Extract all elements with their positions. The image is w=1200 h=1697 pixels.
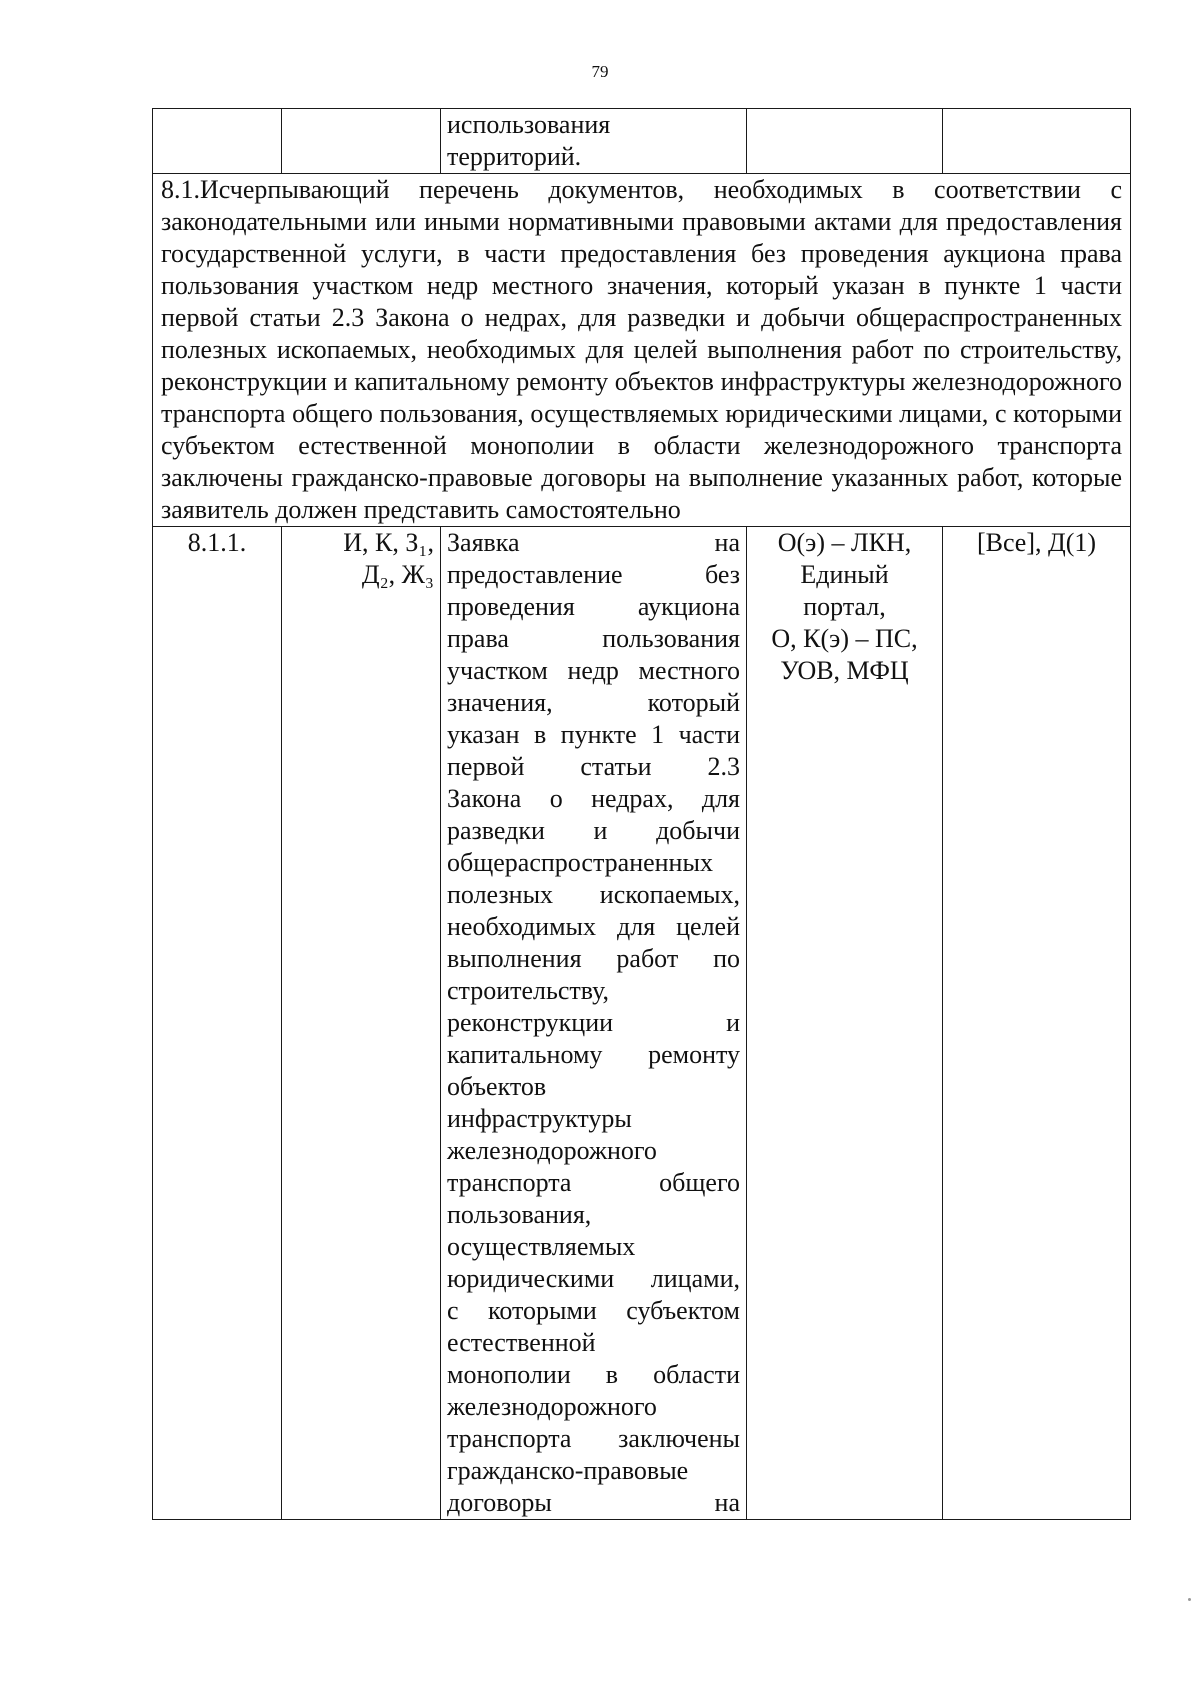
text-line: портал, — [803, 592, 886, 621]
text-line: строительству, — [447, 976, 610, 1005]
text-line: объектов — [447, 1072, 547, 1101]
text-line: И, К, З₁, — [343, 528, 434, 557]
text-line: юридическими лицами, — [447, 1264, 740, 1293]
text-line: реконструкции и — [447, 1008, 740, 1037]
scan-speck — [1188, 1598, 1191, 1601]
table-row — [153, 527, 1131, 1520]
text-line: транспорта общего — [447, 1168, 740, 1197]
text-line: полезных ископаемых, — [447, 880, 740, 909]
text-line: Закона о недрах, для — [447, 784, 740, 813]
continued-col2 — [282, 109, 441, 174]
text-line: территорий. — [447, 142, 582, 171]
text-line: пользования, — [447, 1200, 592, 1229]
text-line: гражданско-правовые — [447, 1456, 689, 1485]
continued-col5 — [943, 109, 1131, 174]
text-line: первой статьи 2.3 — [447, 752, 740, 781]
text-line: необходимых для целей — [447, 912, 740, 941]
text-line: О(э) – ЛКН, — [777, 528, 912, 557]
text-line: использования — [447, 110, 611, 139]
continued-col3 — [441, 109, 747, 174]
text-line: права пользования — [447, 624, 740, 653]
text-line: железнодорожного — [447, 1136, 657, 1165]
text-line: общераспространенных — [447, 848, 713, 877]
text-line: естественной — [447, 1328, 596, 1357]
text-line: инфраструктуры — [447, 1104, 632, 1133]
text-line: разведки и добычи — [447, 816, 740, 845]
text-line: значения, который — [447, 688, 740, 717]
page-number: 79 — [591, 62, 609, 81]
section-heading-text: 8.1.Исчерпывающий перечень документов, необходимых в соответствии с законодательными или иными нормативными правовыми актами для предоставления государственной услуги, в части предоставления без проведения аукциона права пользования участком недр местного значения, который указан в пункте 1 части первой статьи 2.3 Закона о недрах, для разведки и добычи общераспространенных полезных ископаемых, необходимых для целей выполнения работ по строительству, реконструкции и капитальному ремонту объектов инфраструктуры железнодорожного транспорта общего пользования, осуществляемых юридическими лицами, с которыми субъектом естественной монополии в области железнодорожного транспорта заключены гражданско-правовые договоры на выполнение указанных работ, которые заявитель должен представить самостоятельно — [161, 175, 1122, 524]
text-line: капитальному ремонту — [447, 1040, 740, 1069]
applicant-categories — [282, 527, 441, 1520]
text-line: указан в пункте 1 части — [447, 720, 740, 749]
document-name — [441, 527, 747, 1520]
text-line: выполнения работ по — [447, 944, 740, 973]
text-line: участком недр местного — [447, 656, 740, 685]
text-line: железнодорожного — [447, 1392, 657, 1421]
documents-table — [152, 108, 1131, 1520]
section-row — [153, 174, 1131, 527]
text-line: Единый — [800, 560, 889, 589]
continued-col4 — [747, 109, 943, 174]
text-line: осуществляемых — [447, 1232, 636, 1261]
section-heading-cell — [153, 174, 1131, 527]
text-line: О, К(э) – ПС, — [771, 624, 918, 653]
text-line: УОВ, МФЦ — [780, 656, 909, 685]
continued-col1 — [153, 109, 282, 174]
text-line: Д₂, Ж₃ — [361, 560, 434, 589]
row-number: 8.1.1. — [153, 527, 282, 1520]
submission-method — [747, 527, 943, 1520]
text-line: проведения аукциона — [447, 592, 740, 621]
case-code: [Все], Д(1) — [943, 527, 1131, 1520]
text-line: Заявка на — [447, 528, 740, 557]
text-line: с которыми субъектом — [447, 1296, 740, 1325]
text-line: транспорта заключены — [447, 1424, 740, 1453]
continued-row — [153, 109, 1131, 174]
text-line: договоры на — [447, 1488, 740, 1517]
text-line: монополии в области — [447, 1360, 740, 1389]
text-line: предоставление без — [447, 560, 740, 589]
